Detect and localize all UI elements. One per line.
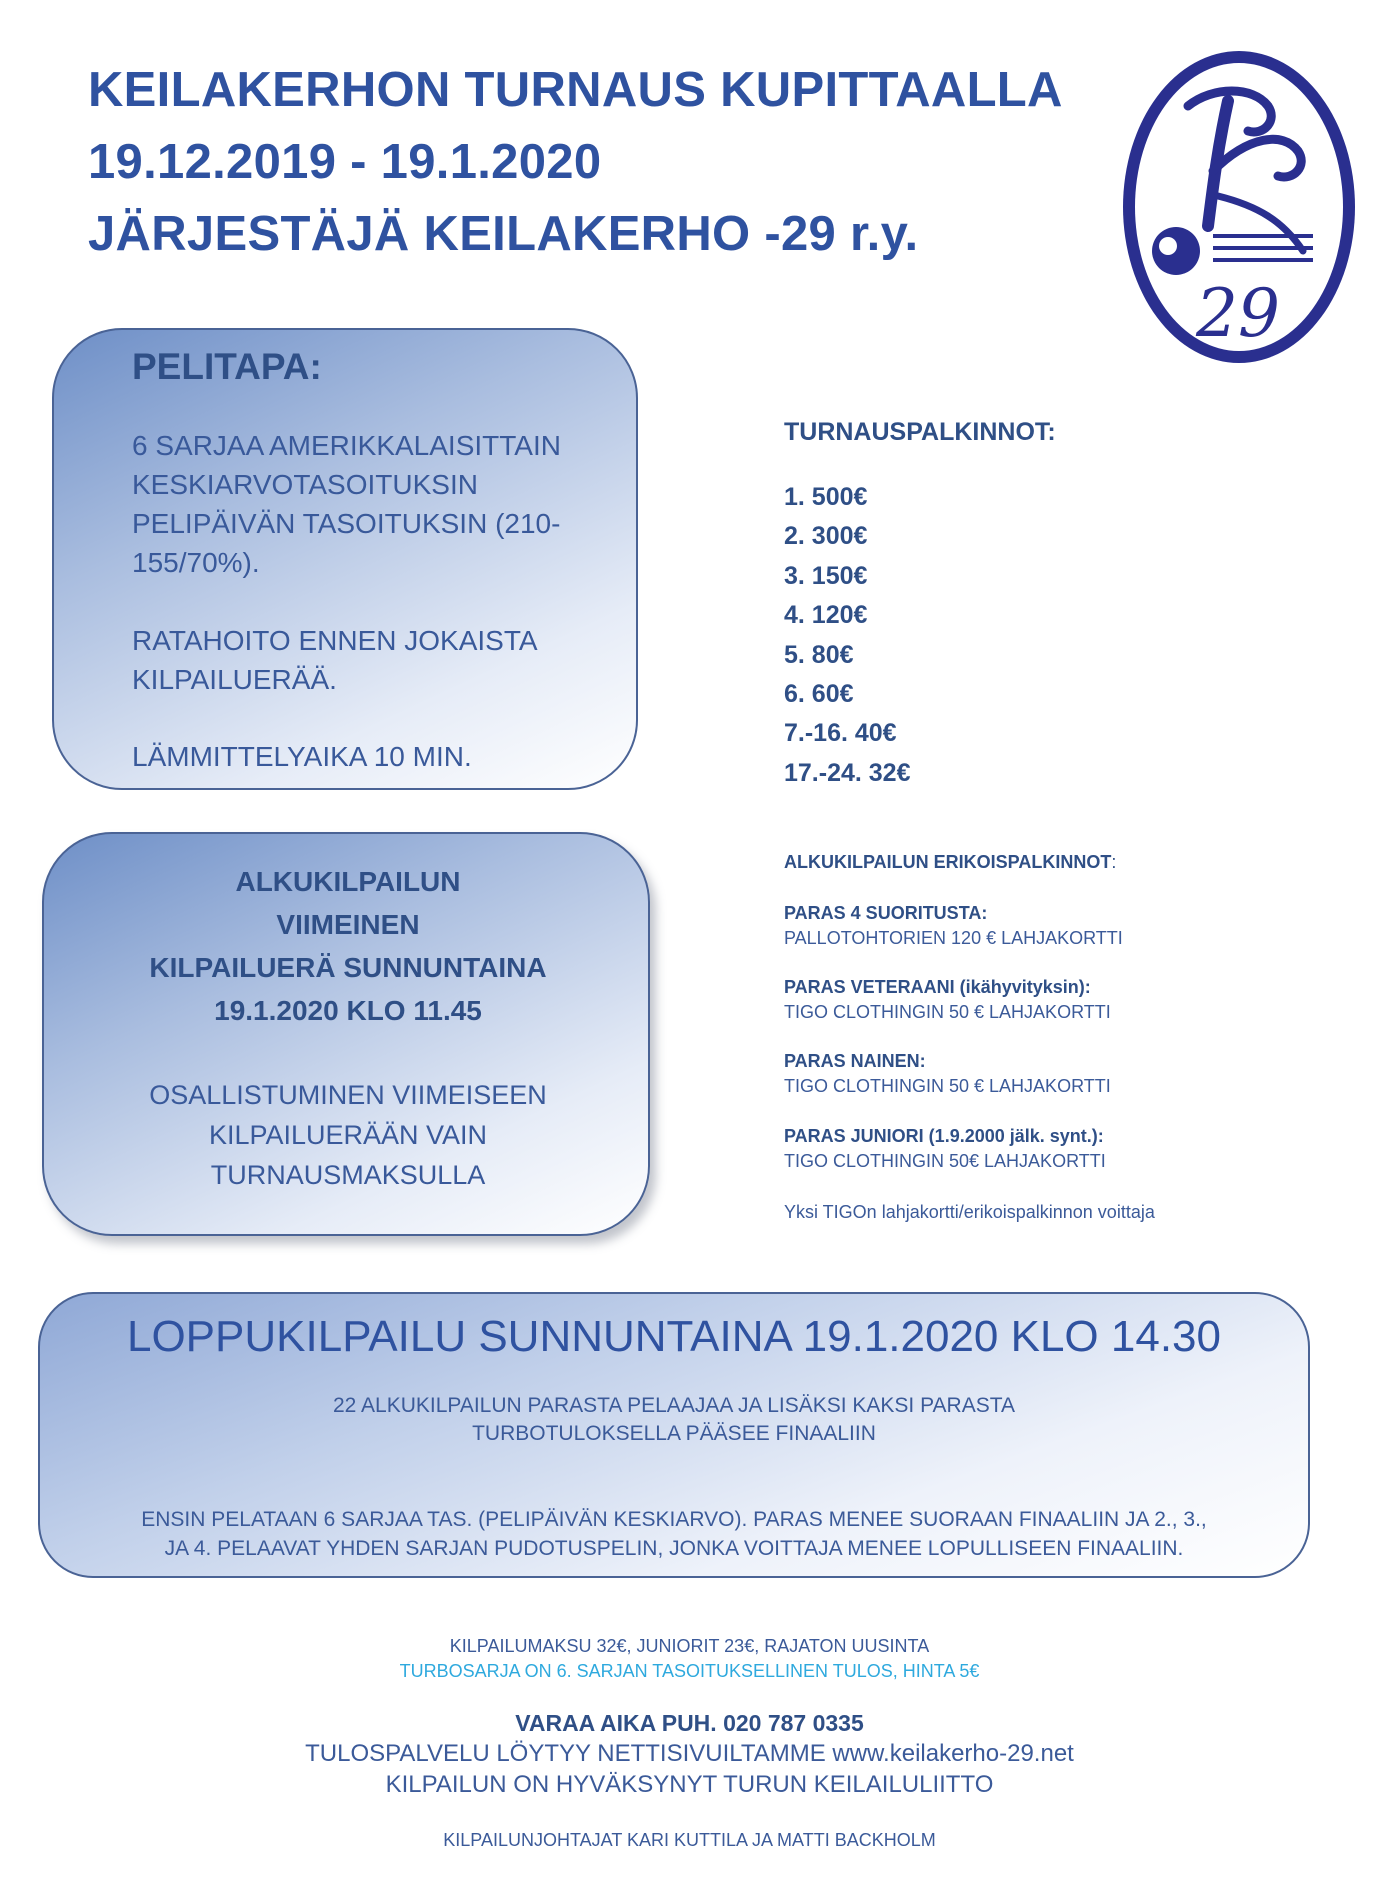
special-prize-value: TIGO CLOTHINGIN 50€ LAHJAKORTTI [784, 1151, 1106, 1171]
last-round-title: KILPAILUERÄ SUNNUNTAINA [149, 952, 547, 983]
prize-item: 7.-16. 40€ [784, 719, 897, 747]
special-prizes-title: ALKUKILPAILUN ERIKOISPALKINNOT: [784, 852, 1117, 872]
special-prize-value: PALLOTOHTORIEN 120 € LAHJAKORTTI [784, 928, 1123, 948]
last-round-note: OSALLISTUMINEN VIIMEISEEN [149, 1080, 547, 1110]
final-text: 22 ALKUKILPAILUN PARASTA PELAAJAA JA LISÄKSI KAKSI PARASTA [332, 1394, 1016, 1417]
special-prize-value: TIGO CLOTHINGIN 50 € LAHJAKORTTI [784, 1076, 1111, 1096]
booking-phone: VARAA AIKA PUH. 020 787 0335 [515, 1710, 864, 1736]
last-round-note: TURNAUSMAKSULLA [210, 1160, 486, 1190]
prize-item: 5. 80€ [784, 641, 854, 669]
game-format-line: 155/70%). [132, 547, 260, 578]
game-format-line: PELIPÄIVÄN TASOITUKSIN (210- [132, 508, 561, 539]
final-text: TURBOTULOKSELLA PÄÄSEE FINAALIIN [472, 1422, 876, 1445]
special-prize-label: PARAS VETERAANI (ikähyvityksin): [784, 977, 1091, 997]
tournament-dates: 19.12.2019 - 19.1.2020 [88, 135, 602, 189]
prize-item: 17.-24. 32€ [784, 759, 911, 787]
game-format-line: KESKIARVOTASOITUKSIN [132, 469, 478, 500]
last-round-date: 19.1.2020 KLO 11.45 [214, 995, 482, 1026]
game-format-title: PELITAPA: [132, 346, 322, 387]
approval: KILPAILUN ON HYVÄKSYNYT TURUN KEILAILULIITTO [385, 1771, 994, 1798]
game-format-line: LÄMMITTELYAIKA 10 MIN. [132, 741, 472, 772]
last-round-title: VIIMEINEN [276, 909, 420, 940]
special-prize-label: PARAS NAINEN: [784, 1051, 926, 1071]
last-round-title: ALKUKILPAILUN [235, 866, 461, 897]
last-round-note: KILPAILUERÄÄN VAIN [208, 1120, 488, 1150]
competition-directors: KILPAILUNJOHTAJAT KARI KUTTILA JA MATTI BACKHOLM [443, 1830, 936, 1850]
prize-item: 1. 500€ [784, 483, 868, 511]
keilakerho-29-logo-icon [1118, 46, 1360, 368]
prizes-title: TURNAUSPALKINNOT: [784, 418, 1056, 446]
game-format-line: RATAHOITO ENNEN JOKAISTA [132, 625, 538, 656]
prize-item: 4. 120€ [784, 601, 868, 629]
prize-item: 6. 60€ [784, 680, 854, 708]
turbo-info: TURBOSARJA ON 6. SARJAN TASOITUKSELLINEN TULOS, HINTA 5€ [399, 1661, 980, 1681]
special-prize-label: PARAS 4 SUORITUSTA: [784, 903, 988, 923]
final-title: LOPPUKILPAILU SUNNUNTAINA 19.1.2020 KLO 14.30 [126, 1312, 1221, 1361]
svg-text:29: 29 [1196, 275, 1280, 352]
organizer: JÄRJESTÄJÄ KEILAKERHO -29 r.y. [88, 207, 919, 261]
final-text: ENSIN PELATAAN 6 SARJAA TAS. (PELIPÄIVÄN KESKIARVO). PARAS MENEE SUORAAN FINAALIIN JA 2., 3., [141, 1508, 1207, 1531]
entry-fee: KILPAILUMAKSU 32€, JUNIORIT 23€, RAJATON UUSINTA [449, 1636, 930, 1656]
special-prize-value: TIGO CLOTHINGIN 50 € LAHJAKORTTI [784, 1002, 1111, 1022]
game-format-line: 6 SARJAA AMERIKKALAISITTAIN [132, 430, 561, 461]
game-format-line: KILPAILUERÄÄ. [132, 664, 337, 695]
special-prize-note: Yksi TIGOn lahjakortti/erikoispalkinnon voittaja [784, 1202, 1155, 1222]
special-prize-label: PARAS JUNIORI (1.9.2000 jälk. synt.): [784, 1126, 1104, 1146]
prize-item: 3. 150€ [784, 562, 868, 590]
results-service: TULOSPALVELU LÖYTYY NETTISIVUILTAMME www.keilakerho-29.net [305, 1740, 1074, 1767]
final-text: JA 4. PELAAVAT YHDEN SARJAN PUDOTUSPELIN, JONKA VOITTAJA MENEE LOPULLISEEN FINAALIIN. [164, 1537, 1184, 1560]
page-title: KEILAKERHON TURNAUS KUPITTAALLA [88, 63, 1063, 117]
prize-item: 2. 300€ [784, 522, 868, 550]
